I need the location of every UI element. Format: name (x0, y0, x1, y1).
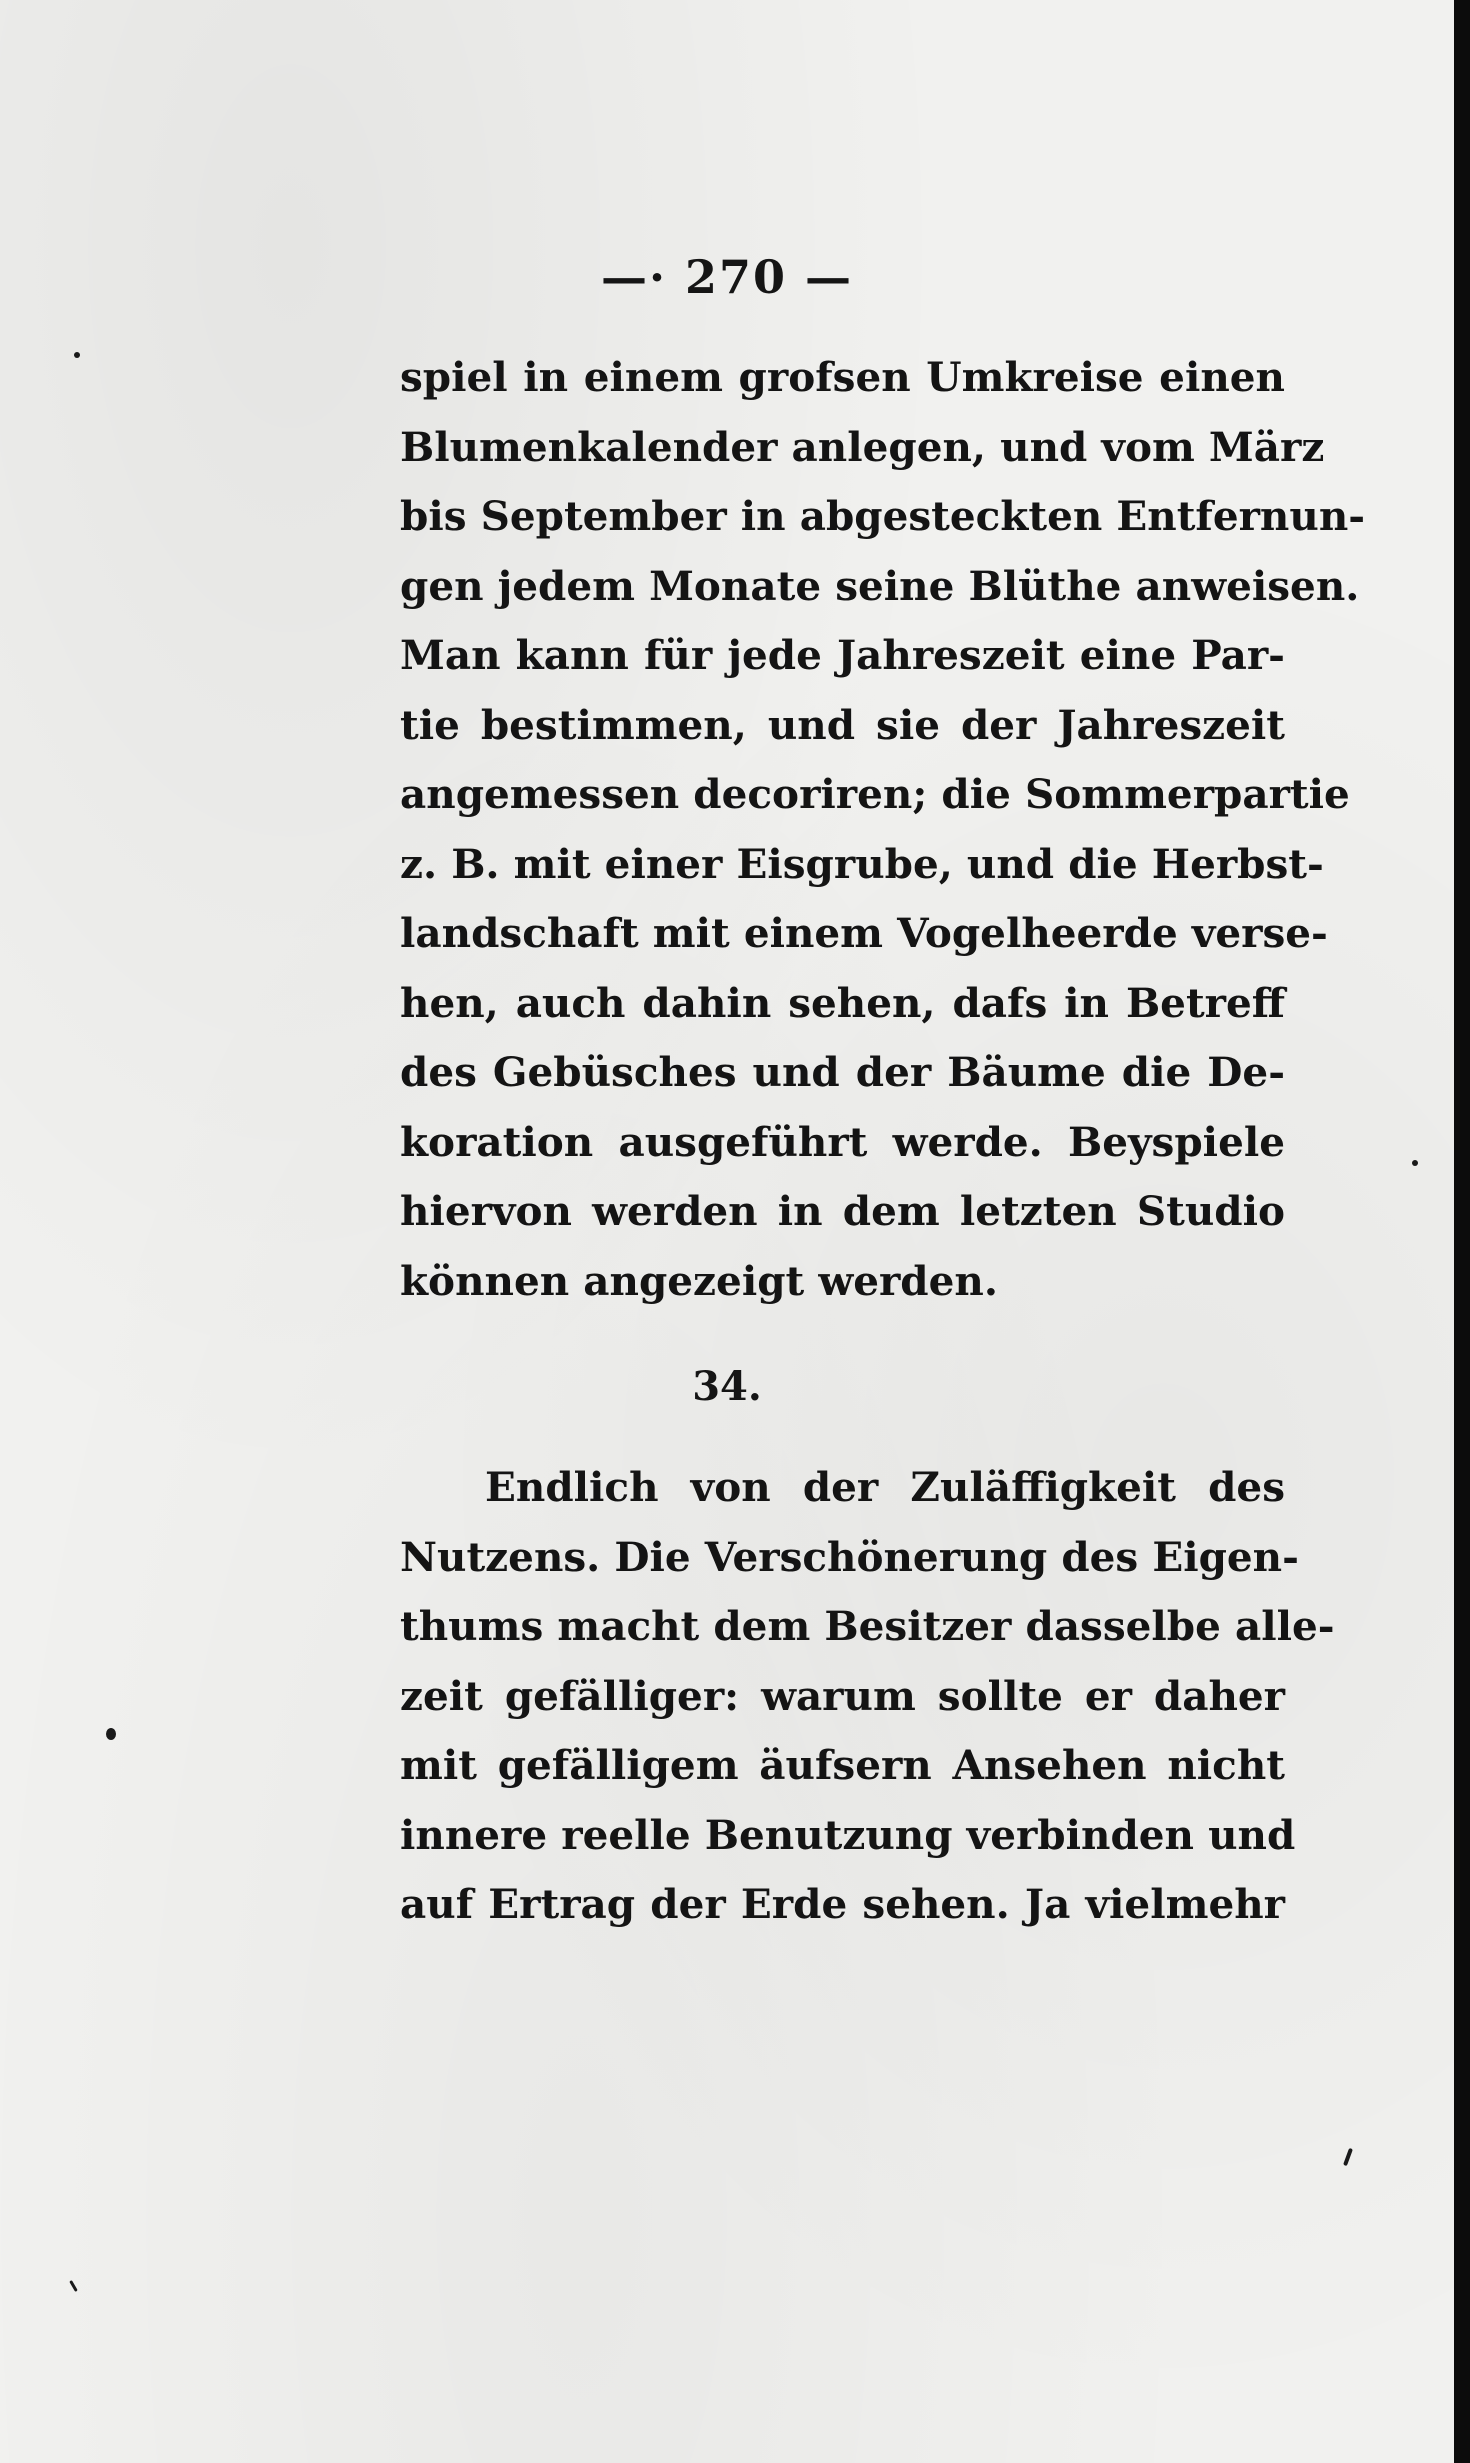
paragraph-2 (400, 1453, 1335, 1940)
text-line: koration ausgeführt werde. Beyspiele (400, 1117, 1285, 1166)
text-line: bis September in abgesteckten Entfernun- (400, 492, 1366, 540)
ink-speck (1412, 1160, 1418, 1166)
text-line: gen jedem Monate seine Blüthe anweisen. (400, 561, 1360, 610)
text-line: z. B. mit einer Eisgrube, und die Herbst- (400, 839, 1324, 888)
ink-speck (106, 1728, 116, 1740)
page-header: —· 270 — (600, 250, 854, 304)
text-line: Nutzens. Die Verschönerung des Eigen- (400, 1532, 1299, 1581)
text-line: können angezeigt werden. (400, 1256, 998, 1305)
text-line: Endlich von der Zuläffigkeit des (485, 1463, 1285, 1511)
ink-speck (1343, 2148, 1353, 2166)
text-line: auf Ertrag der Erde sehen. Ja vielmehr (400, 1880, 1285, 1928)
text-line: spiel in einem grofsen Umkreise einen (400, 353, 1285, 401)
text-line: des Gebüsches und der Bäume die De- (400, 1048, 1285, 1096)
ink-speck (74, 352, 80, 358)
paragraph-1 (400, 343, 1366, 1316)
text-line: hen, auch dahin sehen, dafs in Betreff (400, 978, 1285, 1027)
page-edge-shadow (1454, 0, 1470, 2463)
text-line: landschaft mit einem Vogelheerde verse- (400, 909, 1328, 957)
ink-speck (69, 2280, 78, 2292)
text-line: innere reelle Benutzung verbinden und (400, 1810, 1296, 1859)
text-line: mit gefälligem äufsern Ansehen nicht (400, 1741, 1285, 1789)
text-line: Man kann für jede Jahreszeit eine Par- (400, 631, 1285, 679)
text-line: angemessen decoriren; die Sommerpartie (400, 770, 1350, 818)
text-line: zeit gefälliger: warum sollte er daher (400, 1671, 1285, 1720)
section-number: 34. (692, 1363, 762, 1410)
text-line: thums macht dem Besitzer dasselbe alle- (400, 1602, 1335, 1650)
text-line: hiervon werden in dem letzten Studio (400, 1187, 1285, 1235)
text-line: Blumenkalender anlegen, und vom März (400, 422, 1325, 471)
text-line: tie bestimmen, und sie der Jahreszeit (400, 700, 1285, 749)
